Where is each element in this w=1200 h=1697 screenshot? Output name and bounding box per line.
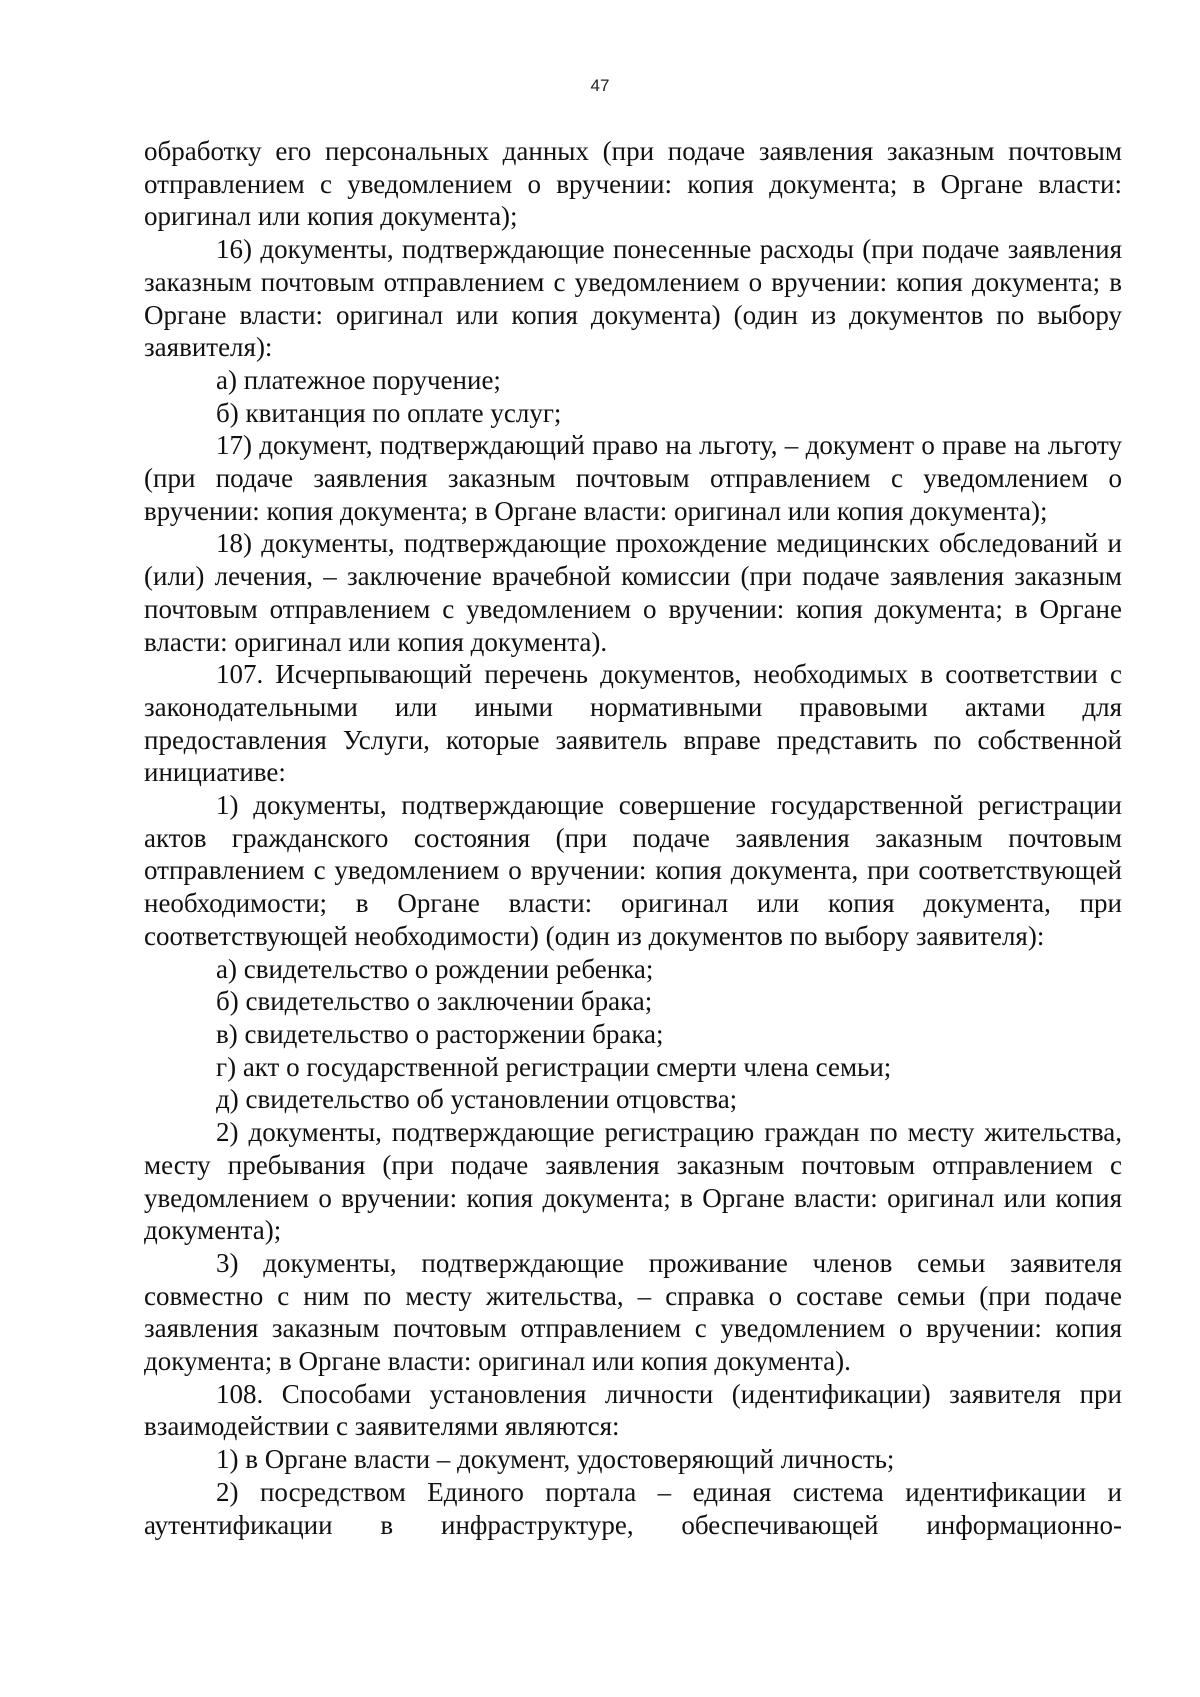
list-item-17: 17) документ, подтверждающий право на льготу, – документ о праве на льготу (при подаче заявления заказным почтовым отправлением с уведомлением о вручении: копия документа; в Органе власти: оригинал или копия документа); [144,430,1122,526]
list-item-2-residence-registration: 2) документы, подтверждающие регистрацию граждан по месту жительства, месту пребывания (при подаче заявления заказным почтовым отправлением с уведомлением о вручении: копия документа; в Органе власти: оригинал или копия документа); [144,1117,1122,1246]
clause-108: 108. Способами установления личности (идентификации) заявителя при взаимодействии с заявителями являются: [144,1378,1122,1442]
clause-107: 107. Исчерпывающий перечень документов, необходимых в соответствии с законодательными или иными нормативными правовыми актами для предоставления Услуги, которые заявитель вправе представить по собственной инициативе: [144,659,1122,788]
paragraph-continuation: обработку его персональных данных (при подаче заявления заказным почтовым отправлением с уведомлением о вручении: копия документа; в Органе власти: оригинал или копия документа); [144,136,1122,232]
sub-item-v-divorce-certificate: в) свидетельство о расторжении брака; [216,1018,664,1049]
list-item-18: 18) документы, подтверждающие прохождение медицинских обследований и (или) лечения, – заключение врачебной комиссии (при подаче заявления заказным почтовым отправлением с уведомлением о вручении: копия документа; в Органе власти: оригинал или копия документа). [144,528,1122,657]
identification-method-2: 2) посредством Единого портала – единая система идентификации и аутентификации в инфраструктуре, обеспечивающей информационно- [144,1476,1122,1540]
list-item-16: 16) документы, подтверждающие понесенные расходы (при подаче заявления заказным почтовым отправлением с уведомлением о вручении: копия документа; в Органе власти: оригинал или копия документа) (один из документов по выбору заявителя): [144,234,1122,363]
sub-item-a-birth-certificate: а) свидетельство о рождении ребенка; [216,953,654,984]
list-item-1-civil-registration: 1) документы, подтверждающие совершение государственной регистрации актов гражданского состояния (при подаче заявления заказным почтовым отправлением с уведомлением о вручении: копия документа, при соответствующей необходимости; в Органе власти: оригинал или копия документа, при соответствующей необходимости) (один из документов по выбору заявителя): [144,790,1122,951]
sub-item-b-marriage-certificate: б) свидетельство о заключении брака; [216,986,653,1017]
identification-method-1: 1) в Органе власти – документ, удостоверяющий личность; [216,1444,895,1475]
sub-item-g-death-record: г) акт о государственной регистрации смерти члена семьи; [216,1051,892,1082]
page-number: 47 [590,76,610,95]
list-item-3-family-composition: 3) документы, подтверждающие проживание членов семьи заявителя совместно с ним по месту жительства, – справка о составе семьи (при подаче заявления заказным почтовым отправлением с уведомлением о вручении: копия документа; в Органе власти: оригинал или копия документа). [144,1247,1122,1377]
document-body [144,135,1122,1541]
sub-item-b-receipt: б) квитанция по оплате услуг; [216,397,562,428]
sub-item-d-paternity-certificate: д) свидетельство об установлении отцовства; [216,1084,738,1115]
sub-item-a-payment-order: а) платежное поручение; [216,364,501,395]
